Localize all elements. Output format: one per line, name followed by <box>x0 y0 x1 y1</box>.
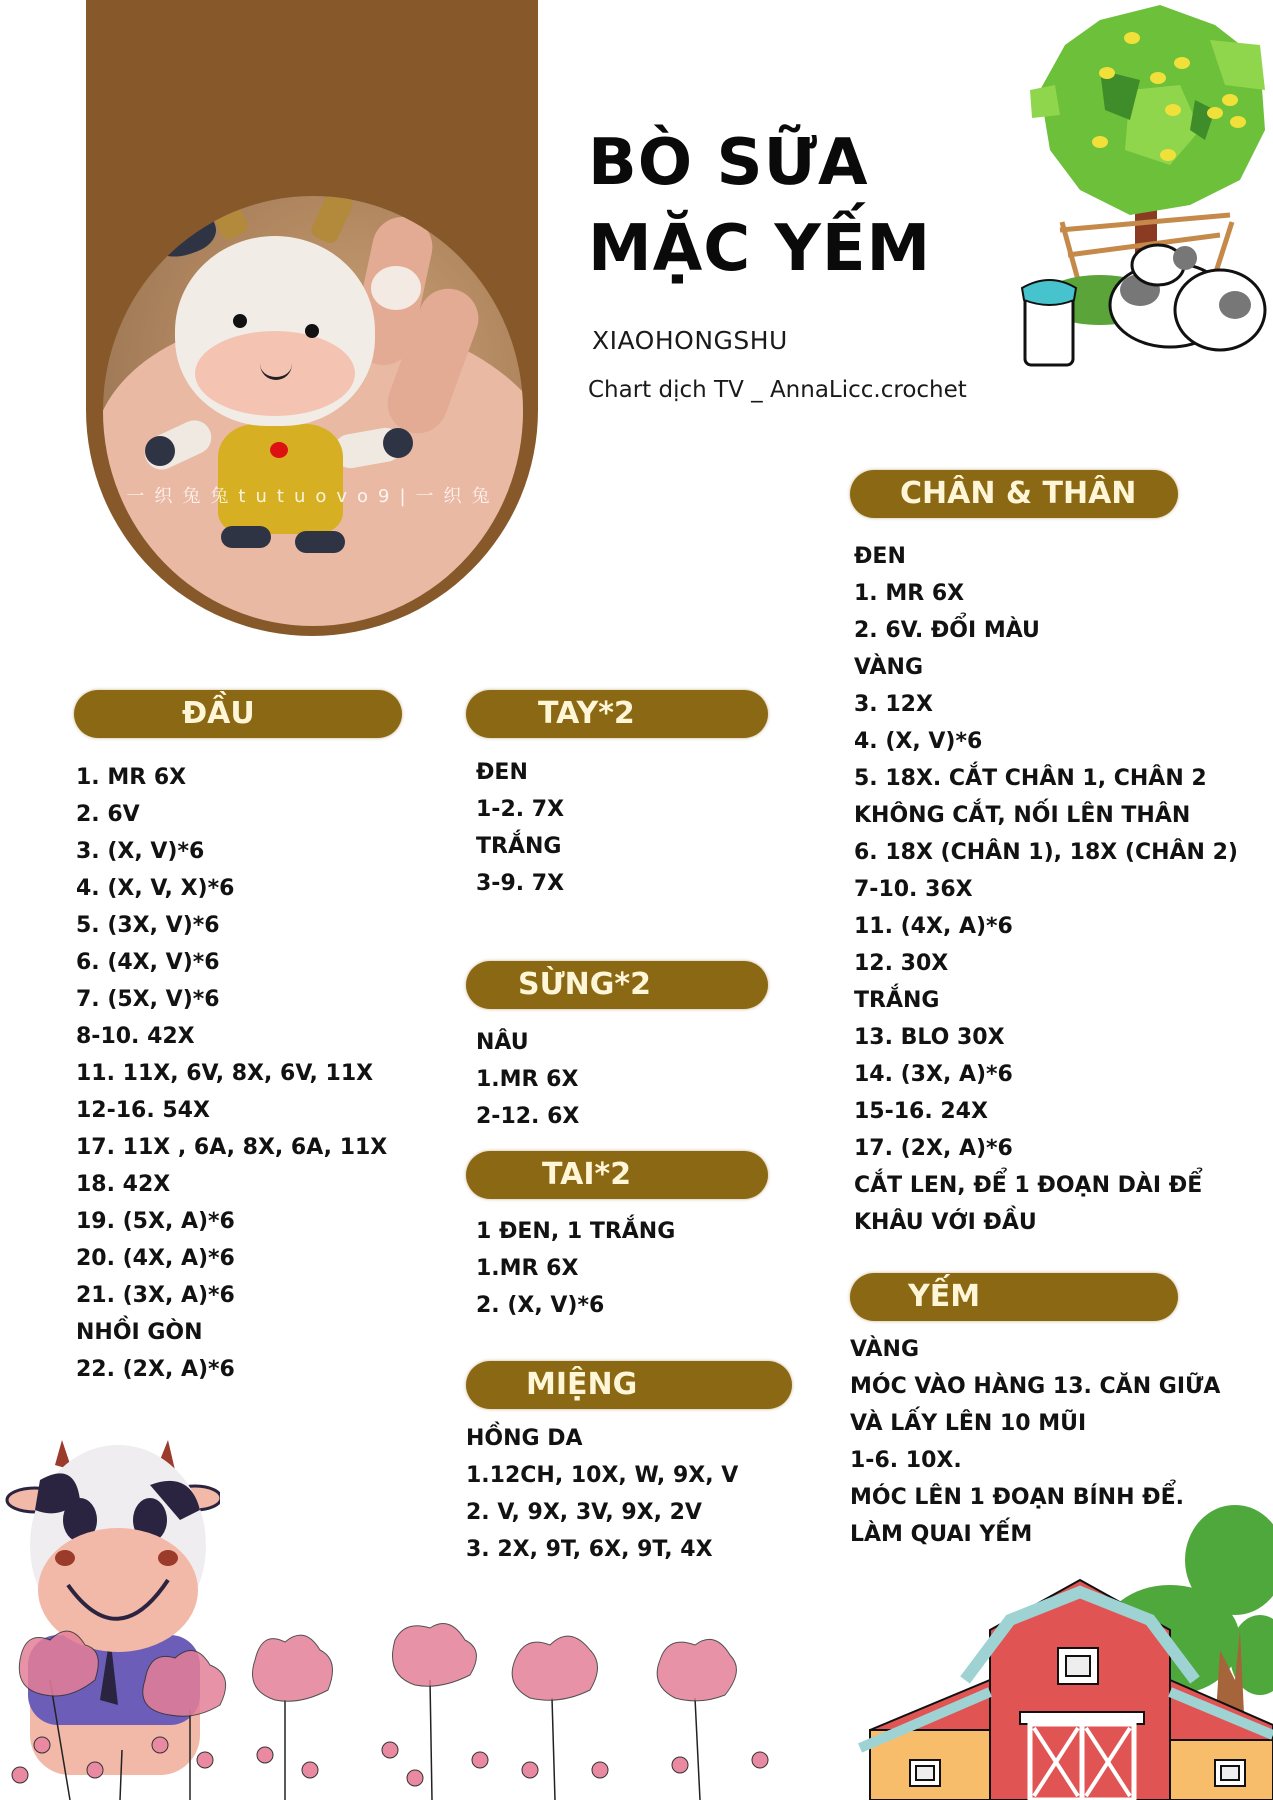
heart-icon <box>270 442 288 458</box>
section-title: YẾM <box>908 1279 981 1314</box>
section-header-tay <box>466 690 768 738</box>
pattern-row: VÀNG <box>850 1337 920 1362</box>
overalls <box>218 424 343 534</box>
pattern-row: 6. (4X, V)*6 <box>76 950 220 975</box>
pattern-row: MÓC VÀO HÀNG 13. CĂN GIỮA <box>850 1374 1221 1399</box>
pattern-row: 8-10. 42X <box>76 1024 195 1049</box>
eye-left <box>233 314 247 328</box>
pattern-row: 13. BLO 30X <box>854 1025 1005 1050</box>
pattern-row: 3. 12X <box>854 692 933 717</box>
pattern-row: MÓC LÊN 1 ĐOẠN BÍNH ĐỂ. <box>850 1485 1184 1510</box>
section-body-chan-than <box>854 538 1238 1241</box>
pattern-row: 1-6. 10X. <box>850 1448 962 1473</box>
pattern-row: 1-2. 7X <box>476 797 565 822</box>
section-title: TAY*2 <box>538 696 635 731</box>
pattern-row: 1.12CH, 10X, W, 9X, V <box>466 1463 739 1488</box>
barn-illustration <box>850 1480 1273 1800</box>
title-line-1: BÒ SỮA <box>588 126 869 200</box>
pattern-row: NÂU <box>476 1030 529 1055</box>
title-line-2: MẶC YẾM <box>588 212 932 286</box>
photo-watermark: 一织兔兔tutuovo9|一织兔 <box>126 486 500 507</box>
pattern-row: 14. (3X, A)*6 <box>854 1062 1013 1087</box>
section-header-tai <box>466 1151 768 1199</box>
pattern-row: VÀNG <box>854 655 924 680</box>
pattern-row: 21. (3X, A)*6 <box>76 1283 235 1308</box>
pattern-row: 12-16. 54X <box>76 1098 210 1123</box>
pattern-row: 1.MR 6X <box>476 1256 579 1281</box>
section-header-sung <box>466 961 768 1009</box>
pattern-row: 7. (5X, V)*6 <box>76 987 220 1012</box>
pattern-row: KHÂU VỚI ĐẦU <box>854 1210 1037 1235</box>
foot-right <box>295 531 345 553</box>
ear-white <box>371 266 421 310</box>
pattern-row: NHỒI GÒN <box>76 1320 203 1345</box>
pattern-row: VÀ LẤY LÊN 10 MŨI <box>850 1411 1087 1436</box>
section-header-dau <box>74 690 402 738</box>
section-header-chan-than <box>850 470 1178 518</box>
pattern-row: 6. 18X (CHÂN 1), 18X (CHÂN 2) <box>854 840 1238 865</box>
section-header-mieng <box>466 1361 792 1409</box>
pattern-row: 4. (X, V)*6 <box>854 729 983 754</box>
pattern-row: 1.MR 6X <box>476 1067 579 1092</box>
pattern-row: 12. 30X <box>854 951 949 976</box>
pattern-row: 3. (X, V)*6 <box>76 839 205 864</box>
section-title: SỪNG*2 <box>518 967 651 1002</box>
pattern-row: 1 ĐEN, 1 TRẮNG <box>476 1219 676 1244</box>
pattern-row: 2-12. 6X <box>476 1104 580 1129</box>
section-body-dau <box>76 759 387 1388</box>
pattern-row: 5. 18X. CẮT CHÂN 1, CHÂN 2 <box>854 766 1207 791</box>
section-body-mieng <box>466 1420 738 1568</box>
pattern-row: 22. (2X, A)*6 <box>76 1357 235 1382</box>
pattern-row: 1. MR 6X <box>854 581 965 606</box>
amigurumi-cow-photo <box>103 196 523 626</box>
pattern-row: 19. (5X, A)*6 <box>76 1209 235 1234</box>
tree-cow-illustration <box>1010 0 1273 370</box>
pattern-row: ĐEN <box>854 544 906 569</box>
pattern-row: TRẮNG <box>476 834 562 859</box>
page-title <box>588 120 931 292</box>
pattern-row: 2. (X, V)*6 <box>476 1293 605 1318</box>
pink-flowers-illustration <box>0 1620 800 1800</box>
pattern-row: 7-10. 36X <box>854 877 973 902</box>
pattern-row: CẮT LEN, ĐỂ 1 ĐOẠN DÀI ĐỂ <box>854 1173 1203 1198</box>
pattern-row: 3. 2X, 9T, 6X, 9T, 4X <box>466 1537 713 1562</box>
pattern-row: 3-9. 7X <box>476 871 565 896</box>
cow-head <box>175 236 375 426</box>
pattern-row: 11. 11X, 6V, 8X, 6V, 11X <box>76 1061 374 1086</box>
horn-right <box>309 196 356 246</box>
pattern-row: LÀM QUAI YẾM <box>850 1522 1033 1547</box>
translator-credit: Chart dịch TV _ AnnaLicc.crochet <box>588 377 967 403</box>
section-body-tai <box>476 1213 675 1324</box>
source-label: XIAOHONGSHU <box>592 326 788 355</box>
pattern-row: 1. MR 6X <box>76 765 187 790</box>
pattern-row: 17. 11X , 6A, 8X, 6A, 11X <box>76 1135 388 1160</box>
section-title: ĐẦU <box>182 696 255 731</box>
pattern-row: 5. (3X, V)*6 <box>76 913 220 938</box>
pattern-row: TRẮNG <box>854 988 940 1013</box>
hoof-left <box>145 436 175 466</box>
pattern-row: 11. (4X, A)*6 <box>854 914 1013 939</box>
section-header-yem <box>850 1273 1178 1321</box>
pattern-row: 15-16. 24X <box>854 1099 988 1124</box>
pattern-row: 18. 42X <box>76 1172 171 1197</box>
section-body-tay <box>476 754 564 902</box>
section-title: MIỆNG <box>526 1367 638 1402</box>
section-body-sung <box>476 1024 579 1135</box>
pattern-row: 20. (4X, A)*6 <box>76 1246 235 1271</box>
foot-left <box>221 526 271 548</box>
pattern-row: 2. V, 9X, 3V, 9X, 2V <box>466 1500 702 1525</box>
pattern-row: ĐEN <box>476 760 528 785</box>
pattern-row: 2. 6V <box>76 802 140 827</box>
eye-right <box>305 324 319 338</box>
section-title: TAI*2 <box>542 1157 632 1192</box>
pattern-row: HỒNG DA <box>466 1426 583 1451</box>
section-title: CHÂN & THÂN <box>900 476 1137 511</box>
hoof-right <box>383 428 413 458</box>
pattern-row: 4. (X, V, X)*6 <box>76 876 235 901</box>
pattern-row: 2. 6V. ĐỔI MÀU <box>854 618 1040 643</box>
pattern-row: KHÔNG CẮT, NỐI LÊN THÂN <box>854 803 1191 828</box>
pattern-row: 17. (2X, A)*6 <box>854 1136 1013 1161</box>
